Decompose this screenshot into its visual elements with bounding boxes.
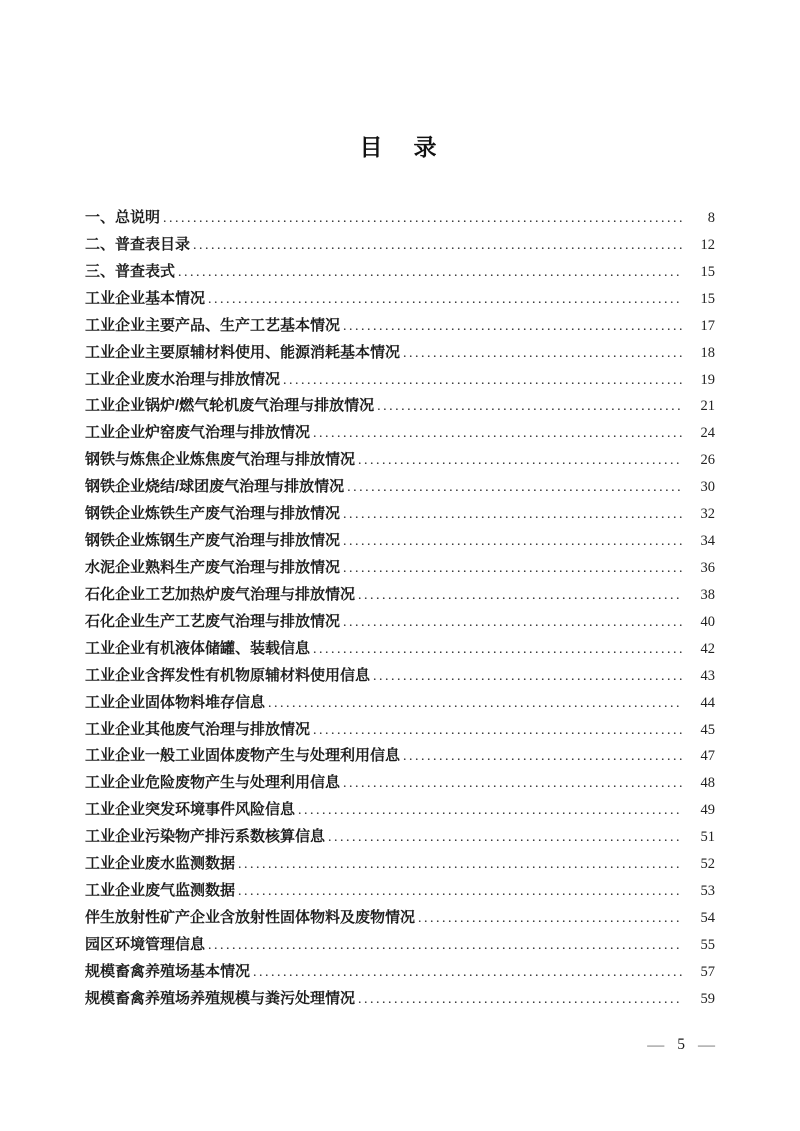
- toc-entry: [85, 394, 715, 421]
- toc-entry-page: 24: [700, 425, 715, 442]
- toc-entry: [85, 987, 715, 1014]
- toc-entry-page: 52: [700, 856, 715, 873]
- toc-entry: [85, 583, 715, 610]
- toc-entry-page: 59: [700, 990, 715, 1007]
- toc-entry-page: 19: [700, 371, 715, 388]
- toc-entry-label: 园区环境管理信息: [85, 935, 206, 953]
- toc-entry-page: 51: [700, 829, 715, 846]
- dot-leader: [343, 615, 682, 631]
- dot-leader: [418, 911, 682, 927]
- toc-entry-page: 30: [700, 479, 715, 496]
- toc-entry: [85, 718, 715, 745]
- toc-entry-label: 工业企业主要原辅材料使用、能源消耗基本情况: [85, 343, 401, 361]
- toc-entry-label: 工业企业危险废物产生与处理利用信息: [85, 774, 341, 792]
- toc-entry-label: 一、总说明: [85, 209, 161, 226]
- toc-entry-label: 工业企业废气监测数据: [85, 882, 236, 900]
- toc-entry: [85, 341, 715, 368]
- toc-entry-label: 三、普查表式: [85, 262, 176, 280]
- toc-entry-label: 工业企业废水治理与排放情况: [85, 370, 281, 388]
- toc-entry: [85, 233, 715, 260]
- toc-entry-page: 43: [700, 667, 715, 684]
- toc-entry: [85, 475, 715, 502]
- toc-entry: [85, 556, 715, 583]
- toc-entry-page: 34: [700, 533, 715, 550]
- toc-entry: [85, 206, 715, 233]
- toc-entry: [85, 529, 715, 556]
- dot-leader: [238, 857, 682, 873]
- toc-entry-label: 钢铁企业炼铁生产废气治理与排放情况: [85, 505, 341, 523]
- toc-entry-label: 工业企业锅炉/燃气轮机废气治理与排放情况: [85, 397, 375, 415]
- toc-entry: [85, 448, 715, 475]
- toc-entry: [85, 637, 715, 664]
- dot-leader: [208, 938, 682, 954]
- toc-entry-page: 47: [700, 748, 715, 765]
- toc-entry-page: 32: [700, 506, 715, 523]
- toc-entry-label: 工业企业炉窑废气治理与排放情况: [85, 424, 311, 442]
- toc-entry-page: 15: [700, 290, 715, 307]
- toc-entry: [85, 798, 715, 825]
- toc-entry: [85, 610, 715, 637]
- toc-entry-label: 钢铁企业炼钢生产废气治理与排放情况: [85, 532, 341, 550]
- toc-entry-label: 规模畜禽养殖场基本情况: [85, 962, 251, 980]
- toc-entry: [85, 960, 715, 987]
- toc-entry-page: 42: [700, 640, 715, 657]
- dot-leader: [343, 507, 682, 523]
- dot-leader: [313, 426, 682, 442]
- toc-entry: [85, 368, 715, 395]
- dot-leader: [328, 830, 682, 846]
- toc-entry: [85, 502, 715, 529]
- toc-entry-page: 17: [700, 317, 715, 334]
- footer-dash-left: —: [647, 1035, 665, 1054]
- dot-leader: [163, 211, 682, 227]
- dot-leader: [358, 992, 682, 1008]
- toc-entry-page: 48: [700, 775, 715, 792]
- toc-entry-page: 53: [700, 883, 715, 900]
- toc-entry-page: 54: [700, 909, 715, 926]
- toc-entry: [85, 771, 715, 798]
- dot-leader: [343, 776, 682, 792]
- dot-leader: [283, 373, 682, 389]
- toc-entry-label: 石化企业工艺加热炉废气治理与排放情况: [85, 585, 356, 603]
- toc-entry-label: 二、普查表目录: [85, 235, 191, 253]
- dot-leader: [358, 453, 682, 469]
- toc-entry-label: 工业企业有机液体储罐、装载信息: [85, 639, 311, 657]
- toc-entry-page: 40: [700, 613, 715, 630]
- toc-entry-page: 21: [700, 398, 715, 415]
- toc-entry-page: 26: [700, 452, 715, 469]
- toc-entry-label: 钢铁企业烧结/球团废气治理与排放情况: [85, 478, 345, 496]
- toc-entry: [85, 314, 715, 341]
- toc-entry-label: 伴生放射性矿产企业含放射性固体物料及废物情况: [85, 908, 416, 926]
- dot-leader: [253, 965, 682, 981]
- dot-leader: [193, 238, 682, 254]
- page-footer: [647, 1036, 715, 1053]
- toc-entry: [85, 825, 715, 852]
- footer-dash-right: —: [698, 1035, 715, 1054]
- toc-entry-label: 规模畜禽养殖场养殖规模与粪污处理情况: [85, 989, 356, 1007]
- toc-entry: [85, 906, 715, 933]
- toc-entry-page: 38: [700, 586, 715, 603]
- toc-entry-page: 12: [700, 236, 715, 253]
- page-title: 目 录: [359, 134, 441, 160]
- toc-entry: [85, 691, 715, 718]
- dot-leader: [377, 399, 682, 415]
- toc-entry-page: 57: [700, 963, 715, 980]
- dot-leader: [178, 265, 682, 281]
- toc-entry-label: 石化企业生产工艺废气治理与排放情况: [85, 612, 341, 630]
- toc-entry: [85, 421, 715, 448]
- toc-entry-label: 工业企业突发环境事件风险信息: [85, 801, 296, 819]
- dot-leader: [298, 803, 682, 819]
- dot-leader: [343, 561, 682, 577]
- toc-entry-page: 15: [700, 263, 715, 280]
- toc-entry-label: 钢铁与炼焦企业炼焦废气治理与排放情况: [85, 451, 356, 469]
- toc-entry-page: 45: [700, 721, 715, 738]
- toc-list: [85, 206, 715, 1014]
- toc-entry-label: 工业企业废水监测数据: [85, 855, 236, 873]
- dot-leader: [268, 696, 682, 712]
- toc-entry-page: 8: [707, 210, 715, 226]
- toc-entry-page: 36: [700, 559, 715, 576]
- toc-entry-page: 44: [700, 694, 715, 711]
- dot-leader: [343, 534, 682, 550]
- toc-entry-label: 水泥企业熟料生产废气治理与排放情况: [85, 558, 341, 576]
- dot-leader: [373, 669, 682, 685]
- toc-entry-label: 工业企业含挥发性有机物原辅材料使用信息: [85, 666, 371, 684]
- toc-entry: [85, 879, 715, 906]
- dot-leader: [313, 642, 682, 658]
- dot-leader: [238, 884, 682, 900]
- dot-leader: [313, 723, 682, 739]
- toc-entry-page: 55: [700, 936, 715, 953]
- dot-leader: [403, 346, 682, 362]
- dot-leader: [403, 749, 682, 765]
- toc-entry-label: 工业企业污染物产排污系数核算信息: [85, 828, 326, 846]
- toc-entry-page: 18: [700, 344, 715, 361]
- toc-entry-label: 工业企业一般工业固体废物产生与处理利用信息: [85, 747, 401, 765]
- dot-leader: [347, 480, 682, 496]
- page-number: 5: [677, 1035, 685, 1053]
- toc-entry: [85, 287, 715, 314]
- dot-leader: [343, 319, 682, 335]
- toc-entry: [85, 664, 715, 691]
- toc-entry: [85, 852, 715, 879]
- toc-entry: [85, 933, 715, 960]
- toc-entry: [85, 260, 715, 287]
- toc-entry-label: 工业企业固体物料堆存信息: [85, 693, 266, 711]
- toc-entry-label: 工业企业基本情况: [85, 289, 206, 307]
- dot-leader: [208, 292, 682, 308]
- toc-entry-page: 49: [700, 802, 715, 819]
- toc-entry-label: 工业企业主要产品、生产工艺基本情况: [85, 316, 341, 334]
- toc-entry: [85, 744, 715, 771]
- dot-leader: [358, 588, 682, 604]
- toc-entry-label: 工业企业其他废气治理与排放情况: [85, 720, 311, 738]
